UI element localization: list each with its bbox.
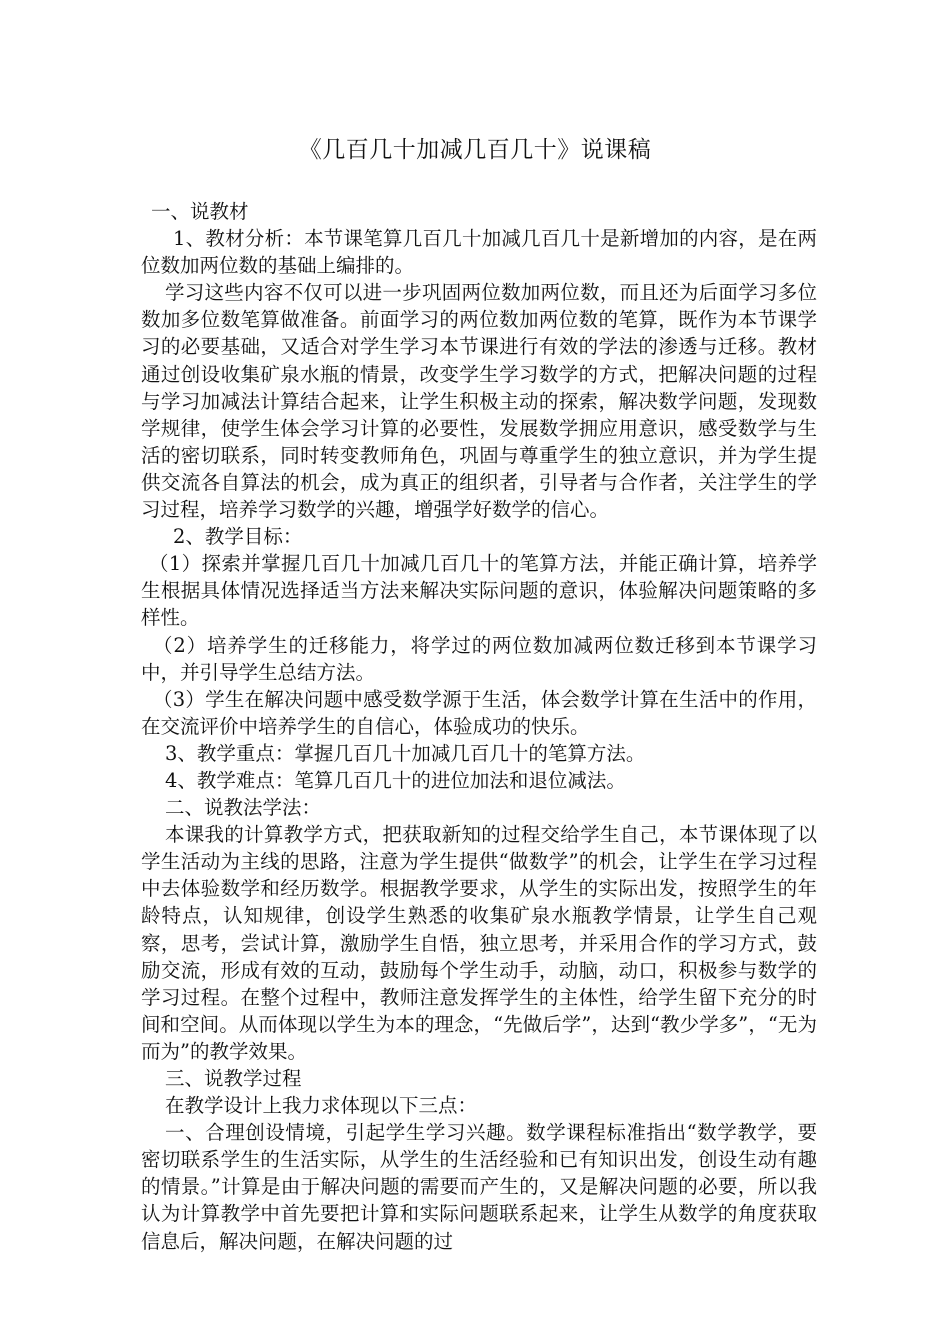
paragraph-process-point-1: 一、合理创设情境，引起学生学习兴趣。数学课程标准指出“数学教学，要密切联系学生的生活实际，从学生的生活经验和已有知识出发，创设生动有趣的情景。”计算是由于解决问题的需要而产生的，又是解决问题的必要，所以我认为计算教学中首先要把计算和实际问题联系起来，让学生从数学的角度获取信息后，解决问题，在解决问题的过 [141,1121,817,1253]
paragraph-process-intro: 在教学设计上我力求体现以下三点： [165,1094,478,1118]
section-heading-process: 三、说教学过程 [165,1067,302,1090]
paragraph-goal-3: （3）学生在解决问题中感受数学源于生活，体会数学计算在生活中的作用，在交流评价中培养学生的自信心，体验成功的快乐。 [141,687,817,738]
paragraph-textbook-analysis: 1、教材分析：本节课笔算几百几十加减几百几十是新增加的内容，是在两位数加两位数的基础上编排的。 [141,227,817,278]
section-heading-methods: 二、说教法学法： [165,796,322,820]
document-title: 《几百几十加减几百几十》说课稿 [298,137,652,163]
paragraph-goal-2: （2）培养学生的迁移能力，将学过的两位数加减两位数迁移到本节课学习中，并引导学生总结方法。 [141,633,817,684]
section-heading-textbook: 一、说教材 [151,200,249,223]
paragraph-difficult-point: 4、教学难点：笔算几百几十的进位加法和退位减法。 [165,768,626,792]
paragraph-key-point: 3、教学重点：掌握几百几十加减几百几十的笔算方法。 [165,741,646,765]
paragraph-goal-1: （1）探索并掌握几百几十加减几百几十的笔算方法，并能正确计算，培养学生根据具体情况选择适当方法来解决实际问题的意识，体验解决问题策略的多样性。 [141,552,817,630]
paragraph-methods: 本课我的计算教学方式，把获取新知的过程交给学生自己，本节课体现了以学生活动为主线的思路，注意为学生提供“做数学”的机会，让学生在学习过程中去体验数学和经历数学。根据教学要求，从学生的实际出发，按照学生的年龄特点，认知规律，创设学生熟悉的收集矿泉水瓶教学情景，让学生自己观察，思考，尝试计算，激励学生自悟，独立思考，并采用合作的学习方式，鼓励交流，形成有效的互动，鼓励每个学生动手，动脑，动口，积极参与数学的学习过程。在整个过程中，教师注意发挥学生的主体性，给学生留下充分的时间和空间。从而体现以学生为本的理念，“先做后学”，达到“教少学多”，“无为而为”的教学效果。 [141,823,817,1063]
heading-teaching-goals: 2、教学目标： [173,525,303,549]
document-body [141,198,817,1255]
paragraph-learning-content: 学习这些内容不仅可以进一步巩固两位数加两位数，而且还为后面学习多位数加多位数笔算做准备。前面学习的两位数加两位数的笔算，既作为本节课学习的必要基础，又适合对学生学习本节课进行有效的学法的渗透与迁移。教材通过创设收集矿泉水瓶的情景，改变学生学习数学的方式，把解决问题的过程与学习加减法计算结合起来，让学生积极主动的探索，解决数学问题，发现数学规律，使学生体会学习计算的必要性，发展数学拥应用意识，感受数学与生活的密切联系，同时转变教师角色，巩固与尊重学生的独立意识，并为学生提供交流各自算法的机会，成为真正的组织者，引导者与合作者，关注学生的学习过程，培养学习数学的兴趣，增强学好数学的信心。 [141,281,817,522]
